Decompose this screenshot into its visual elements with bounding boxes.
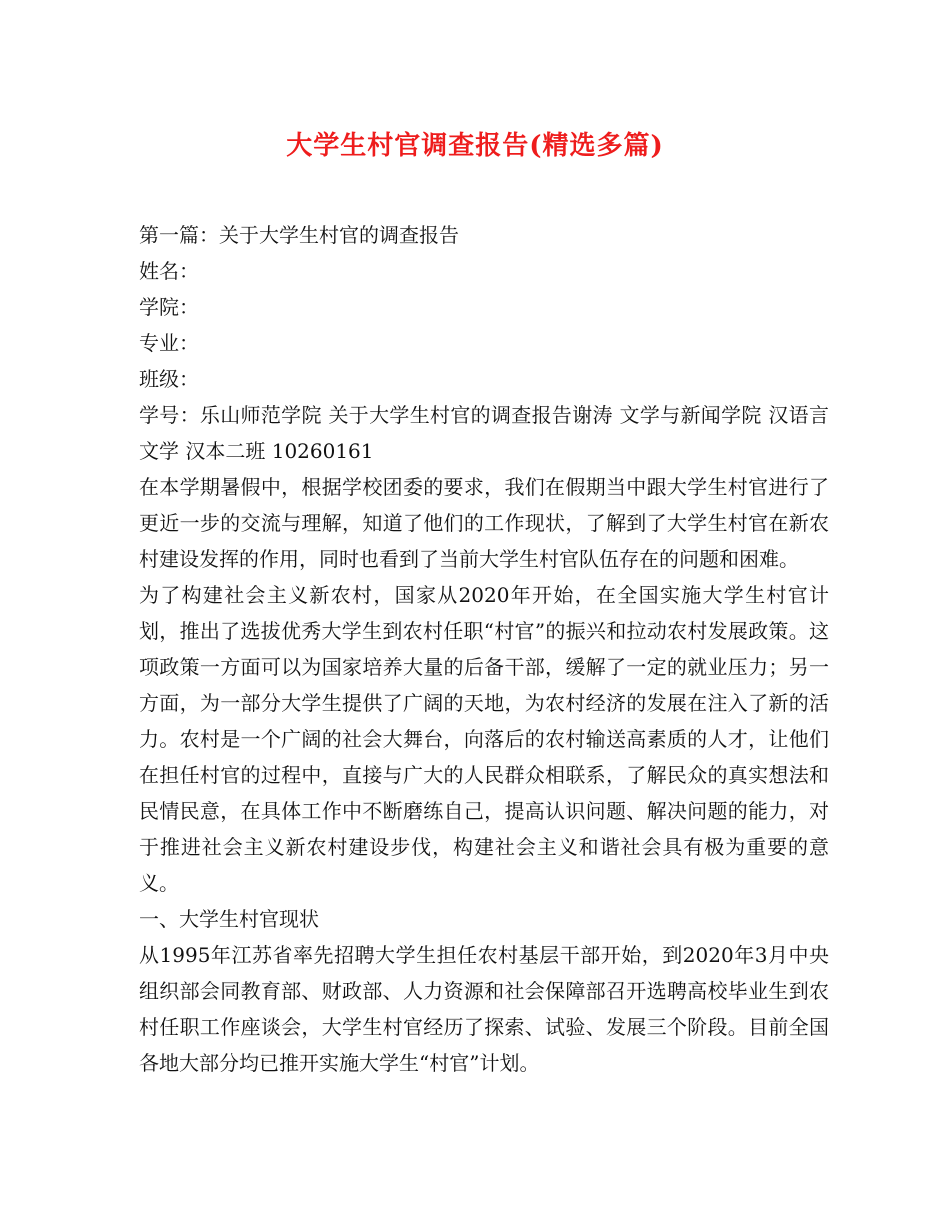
paragraph-intro: 在本学期暑假中，根据学校团委的要求，我们在假期当中跟大学生村官进行了更近一步的交流与理解，知道了他们的工作现状，了解到了大学生村官在新农村建设发挥的作用，同时也看到了当前大学生村官队伍存在的问题和困难。 [139,475,829,571]
name-field-label: 姓名： [139,259,199,283]
section-heading-part-one: 第一篇：关于大学生村官的调查报告 [139,223,459,247]
paragraph-policy: 为了构建社会主义新农村，国家从2020年开始，在全国实施大学生村官计划，推出了选拔优秀大学生到农村任职“村官”的振兴和拉动农村发展政策。这项政策一方面可以为国家培养大量的后备干部，缓解了一定的就业压力；另一方面，为一部分大学生提供了广阔的天地，为农村经济的发展在注入了新的活力。农村是一个广阔的社会大舞台，向落后的农村输送高素质的人才，让他们在担任村官的过程中，直接与广大的人民群众相联系，了解民众的真实想法和民情民意，在具体工作中不断磨练自己，提高认识问题、解决问题的能力，对于推进社会主义新农村建设步伐，构建社会主义和谐社会具有极为重要的意义。 [139,583,829,895]
class-field-label: 班级： [139,367,199,391]
major-field-label: 专业： [139,331,199,355]
section-heading-status: 一、大学生村官现状 [139,907,319,931]
document-body [139,217,829,1081]
college-field-label: 学院： [139,295,199,319]
document-title: 大学生村官调查报告(精选多篇) [286,131,664,161]
student-id-line: 学号：乐山师范学院 关于大学生村官的调查报告谢涛 文学与新闻学院 汉语言文学 汉本二班 10260161 [139,403,829,463]
paragraph-history: 从1995年江苏省率先招聘大学生担任农村基层干部开始，到2020年3月中央组织部会同教育部、财政部、人力资源和社会保障部召开选聘高校毕业生到农村任职工作座谈会，大学生村官经历了探索、试验、发展三个阶段。目前全国各地大部分均已推开实施大学生“村官”计划。 [139,943,829,1075]
